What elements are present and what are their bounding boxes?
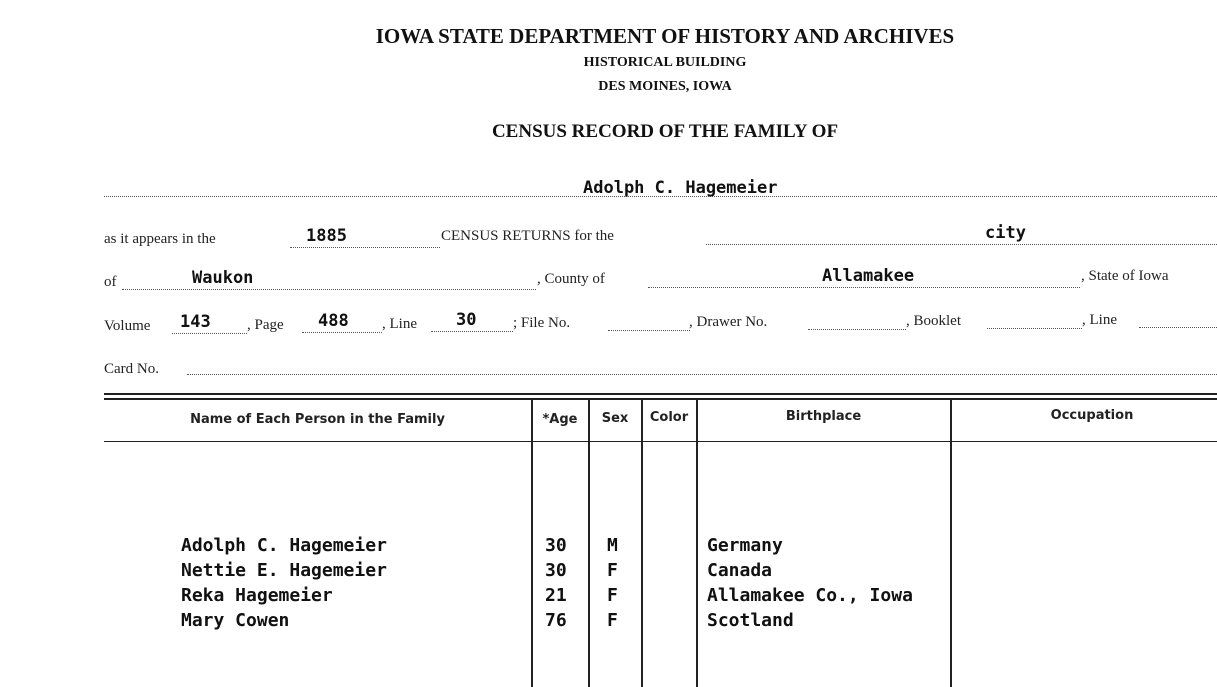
- label-booklet: , Booklet: [906, 313, 961, 329]
- label-county: , County of: [537, 271, 605, 287]
- county-dotline: [648, 287, 1080, 288]
- page-number: 488: [318, 311, 349, 331]
- label-census-returns: CENSUS RETURNS for the: [441, 228, 614, 244]
- table-row-2-birthplace: Canada: [707, 560, 773, 581]
- col-divider-occupation: [950, 398, 952, 687]
- table-row-4-sex: F: [607, 610, 618, 631]
- col-header-sex: Sex: [601, 411, 629, 426]
- col-divider-age: [531, 398, 533, 687]
- line-number: 30: [456, 310, 477, 330]
- table-row-2-sex: F: [607, 560, 618, 581]
- year-dotline: [290, 247, 440, 248]
- col-header-birthplace: Birthplace: [785, 409, 862, 424]
- label-line: , Line: [382, 316, 417, 332]
- table-row-1-birthplace: Germany: [707, 535, 783, 556]
- table-row-3-name: Reka Hagemeier: [181, 585, 333, 606]
- label-state: , State of Iowa: [1081, 268, 1169, 284]
- table-row-4-age: 76: [545, 610, 567, 631]
- table-row-4-birthplace: Scotland: [707, 610, 794, 631]
- booklet-dotline: [987, 328, 1082, 329]
- drawer-dotline: [808, 329, 906, 330]
- line-dotline: [431, 331, 513, 332]
- line2-dotline: [1139, 327, 1217, 328]
- table-row-1-age: 30: [545, 535, 567, 556]
- record-title: CENSUS RECORD OF THE FAMILY OF: [491, 121, 839, 142]
- col-header-age: *Age: [542, 412, 578, 427]
- col-divider-sex: [588, 398, 590, 687]
- table-row-3-age: 21: [545, 585, 567, 606]
- label-line-2: , Line: [1082, 312, 1117, 328]
- city-subtitle: DES MOINES, IOWA: [598, 79, 732, 94]
- table-row-3-birthplace: Allamakee Co., Iowa: [707, 585, 913, 606]
- table-top-rule-2: [104, 398, 1217, 400]
- col-header-occupation: Occupation: [1050, 408, 1134, 423]
- col-header-color: Color: [649, 410, 689, 425]
- place-name: Waukon: [192, 268, 254, 288]
- label-appears: as it appears in the: [104, 231, 216, 247]
- building-subtitle: HISTORICAL BUILDING: [583, 55, 747, 70]
- file-dotline: [608, 330, 690, 331]
- county-name: Allamakee: [822, 266, 915, 286]
- col-divider-color: [641, 398, 643, 687]
- census-year: 1885: [306, 226, 347, 246]
- label-volume: Volume: [104, 318, 151, 334]
- table-row-2-age: 30: [545, 560, 567, 581]
- label-file-no: ; File No.: [513, 315, 571, 331]
- card-dotline: [187, 374, 1217, 375]
- table-row-4-name: Mary Cowen: [181, 610, 290, 631]
- table-top-rule: [104, 393, 1217, 395]
- page-dotline: [302, 332, 382, 333]
- col-divider-birthplace: [696, 398, 698, 687]
- table-row-1-sex: M: [607, 535, 618, 556]
- department-title: IOWA STATE DEPARTMENT OF HISTORY AND ARCHIVES: [375, 24, 955, 48]
- label-of: of: [104, 274, 117, 290]
- table-row-3-sex: F: [607, 585, 618, 606]
- col-header-name: Name of Each Person in the Family: [190, 412, 445, 427]
- place-dotline: [122, 289, 536, 290]
- volume-dotline: [172, 333, 247, 334]
- label-drawer-no: , Drawer No.: [689, 314, 768, 330]
- table-row-1-name: Adolph C. Hagemeier: [181, 535, 387, 556]
- table-header-rule: [104, 441, 1217, 442]
- place-type: city: [985, 223, 1026, 243]
- table-row-2-name: Nettie E. Hagemeier: [181, 560, 387, 581]
- volume-number: 143: [180, 312, 211, 332]
- family-name: Adolph C. Hagemeier: [583, 178, 778, 198]
- label-card-no: Card No.: [104, 361, 159, 377]
- place-type-dotline: [706, 244, 1217, 245]
- label-page: , Page: [247, 317, 284, 333]
